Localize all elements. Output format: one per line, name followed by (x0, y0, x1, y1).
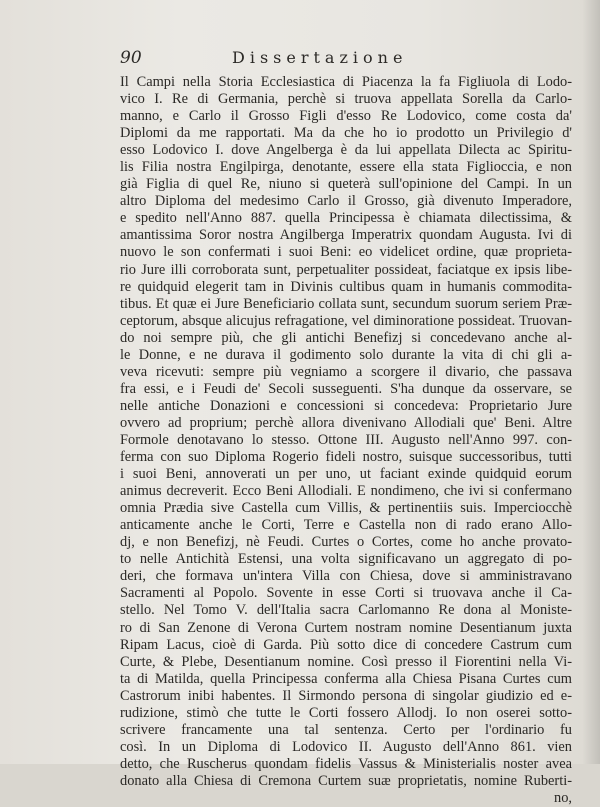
text-line: no, (554, 789, 572, 806)
text-line: altro Diploma del medesimo Carlo il Grosso, già divenuto Imperadore, (120, 193, 572, 210)
text-line: deri, che formava un'intera Villa con Chiesa, dove si amministravano (120, 568, 572, 585)
text-line: Diplomi da me rapportati. Ma da che ho io prodotto un Privilegio d' (120, 125, 572, 142)
text-line: esso Lodovico I. dove Angelberga è da lui appellata Dilecta ac Spiritu- (120, 142, 572, 159)
running-head: Dissertazione (232, 48, 408, 67)
text-line: e spedito nell'Anno 887. quella Principessa è chiamata dilectissima, & (120, 210, 572, 227)
text-line: stello. Nel Tomo V. dell'Italia sacra Carlomanno Re dona al Moniste- (120, 602, 572, 619)
text-line: omnia Prædia sive Castella cum Villis, & pertinentiis suis. Imperciocchè (120, 500, 572, 517)
text-line: donato alla Chiesa di Cremona Curtem suæ proprietatis, nomine Ruberti- (120, 772, 572, 789)
text-line: amantissima Soror nostra Angilberga Imperatrix quondam Augusta. Ivi di (120, 227, 572, 244)
text-line: to nelle Antichità Estensi, una volta significavano un aggregato di po- (120, 551, 572, 568)
text-line: Ripam Lacus, cioè di Garda. Più sotto dice di concedere Castrum cum (120, 636, 572, 653)
text-line: dj, e non Benefizj, nè Feudi. Curtes o Cortes, come ho anche provato- (120, 534, 572, 551)
text-line: lis Filia nostra Engilpirga, denotante, essere ella stata Figlioccia, e non (120, 159, 572, 176)
text-line: ro di San Zenone di Verona Curtem nostram nomine Desentianum juxta (120, 619, 572, 636)
page-header (120, 48, 575, 70)
text-line: re quidquid elegerit tam in Divinis cultibus quam in humanis commodita- (120, 278, 572, 295)
text-line: già Figlia di quel Re, niuno si queterà sull'opinione del Campi. In un (120, 176, 572, 193)
text-line: Formole denotavano lo stesso. Ottone III. Augusto nell'Anno 997. con- (120, 431, 572, 448)
text-line: animus decreverit. Ecco Beni Allodiali. E nondimeno, che ivi si confermano (120, 483, 572, 500)
text-line: detto, che Ruscherus quondam fidelis Vassus & Ministerialis noster avea (120, 755, 572, 772)
body-text (120, 74, 572, 807)
text-line: tibus. Et quæ ei Jure Beneficiario collata sunt, secundum suorum seriem Præ- (120, 295, 572, 312)
text-line: scrivere francamente una tal sentenza. Certo per l'ordinario fu (120, 721, 572, 738)
text-line: anticamente anche le Corti, Terre e Castella non di rado erano Allo- (120, 517, 572, 534)
text-line: Castrorum inibi habentes. Il Sirmondo persona di singolar giudizio ed e- (120, 687, 572, 704)
text-line: fra essi, e i Feudi de' Secoli susseguenti. S'ha dunque da osservare, se (120, 380, 572, 397)
text-line: rudizione, stimò che tutte le Corti fossero Allodj. Io non oserei sotto- (120, 704, 572, 721)
text-line: ovvero ad proprium; perchè allora divenivano Allodiali que' Beni. Altre (120, 414, 572, 431)
text-line: rio Jure illi corroborata sunt, perpetualiter possideat, faciatque ex ipsis libe- (120, 261, 572, 278)
text-line: Curte, & Plebe, Desentianum nomine. Così presso il Fiorentini nella Vi- (120, 653, 572, 670)
text-line: le Donne, e ne durava il godimento solo durante la vita di chi gli a- (120, 346, 572, 363)
text-line: veva ricevuti: sempre più vegniamo a scorgere il divario, che passava (120, 363, 572, 380)
text-line: ta di Matilda, quella Principessa conferma alla Chiesa Pisana Curtes cum (120, 670, 572, 687)
text-line: ferma con suo Diploma Rogerio fideli nostro, suisque successoribus, tutti (120, 449, 572, 466)
text-line: così. In un Diploma di Lodovico II. Augusto dell'Anno 861. vien (120, 738, 572, 755)
text-line: vico I. Re di Germania, perchè si truova appellata Sorella da Carlo- (120, 91, 572, 108)
text-line: Il Campi nella Storia Ecclesiastica di Piacenza la fa Figliuola di Lodo- (120, 74, 572, 90)
text-line: Sacramenti al Popolo. Sovente in esse Corti si truovava anche il Ca- (120, 585, 572, 602)
text-line: nuovo le son confermati i suoi Beni: eo videlicet ordine, quæ proprieta- (120, 244, 572, 261)
text-line: do noi sempre più, che gli antichi Benefizj si concedevano anche al- (120, 329, 572, 346)
text-line: manno, e Carlo il Grosso Figli d'esso Re Lodovico, come costa da' (120, 108, 572, 125)
page-number: 90 (120, 48, 142, 68)
text-line: ceptorum, absque alicujus refragatione, vel diminoratione possideat. Truovan- (120, 312, 572, 329)
text-line: i suoi Beni, annoverati un per uno, ut faciant exinde quidquid eorum (120, 466, 572, 483)
page-edge-shadow (582, 0, 600, 764)
text-line: nelle antiche Donazioni e concessioni si concedeva: Proprietario Jure (120, 397, 572, 414)
